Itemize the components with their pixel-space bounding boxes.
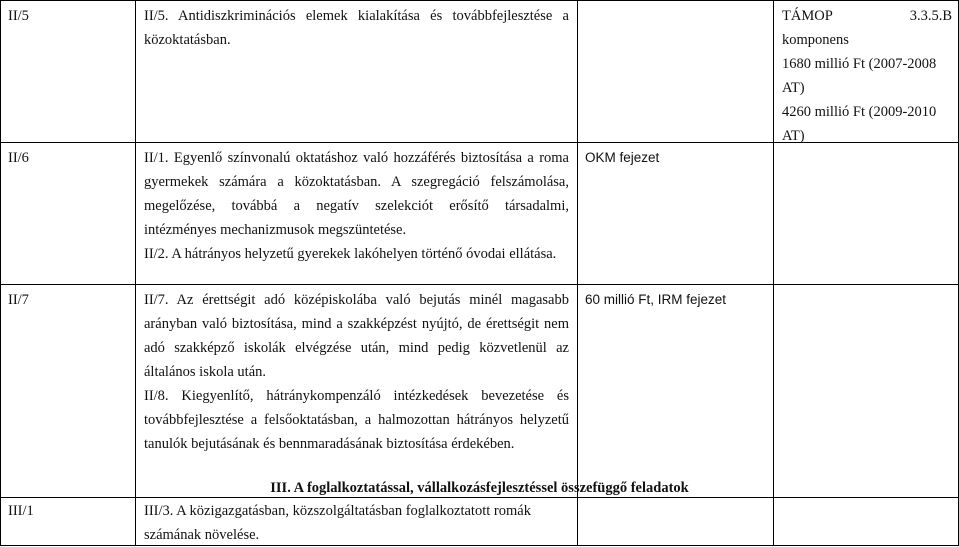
row-divider-top: [0, 0, 959, 1]
paragraph-ii8: II/8. Kiegyenlítő, hátránykompenzáló intézkedések bevezetése és továbbfejlesztése a felsőoktatásban, a halmozottan hátrányos helyzetű tanulók bejutásának és bennmaradásának biztosítása érdekében.: [144, 388, 569, 452]
support-amount-2009: 4260 millió Ft (2009-2010 AT): [782, 104, 937, 144]
paragraph-ii7: II/7. Az érettségit adó középiskolába való bejutás minél magasabb arányban való biztosítása, mind a szakképzést nyújtó, de érettségit nem adó szakképző iskolák elvégzése után, mind pedig közvetlenül az általános iskola után.: [144, 292, 569, 380]
support-program-code: 3.3.5.B: [909, 8, 952, 24]
source-ii6: OKM fejezet: [585, 150, 660, 165]
paragraph-ii1: II/1. Egyenlő színvonalú oktatáshoz való hozzáférés biztosítása a roma gyermekek számára a közoktatásban. A szegregáció felszámolása, megelőzése, továbbá a negatív szelekciót erősítő társadalmi, intézményes mechanizmusok megszüntetése.: [144, 150, 569, 238]
source-ii7: 60 millió Ft, IRM fejezet: [585, 292, 727, 307]
row-id-ii7: II/7: [8, 292, 29, 308]
support-amount-2007: 1680 millió Ft (2007-2008 AT): [782, 56, 937, 96]
row-text-iii1: III/3. A közigazgatásban, közszolgáltatásban foglalkoztatott romák számának növelése.: [144, 503, 531, 543]
column-divider-3: [773, 0, 774, 546]
column-divider-2: [577, 0, 578, 546]
row-text-ii5: II/5. Antidiszkriminációs elemek kialakítása és továbbfejlesztése a közoktatásban.: [144, 8, 569, 48]
paragraph-ii2: II/2. A hátrányos helyzetű gyerekek lakóhelyen történő óvodai ellátása.: [144, 246, 557, 262]
support-program: TÁMOP: [782, 8, 833, 24]
row-divider-2: [0, 284, 959, 285]
section-title-iii: III. A foglalkoztatással, vállalkozásfejlesztéssel összefüggő feladatok: [270, 480, 689, 496]
row-id-ii5: II/5: [8, 8, 29, 24]
support-component: komponens: [782, 32, 849, 48]
table-border-left: [0, 0, 1, 546]
support-cell-ii5: [782, 4, 952, 148]
row-id-iii1: III/1: [8, 503, 34, 519]
row-id-ii6: II/6: [8, 150, 29, 166]
column-divider-1: [135, 0, 136, 546]
row-text-ii7: [144, 288, 569, 456]
row-text-ii6: [144, 146, 569, 266]
